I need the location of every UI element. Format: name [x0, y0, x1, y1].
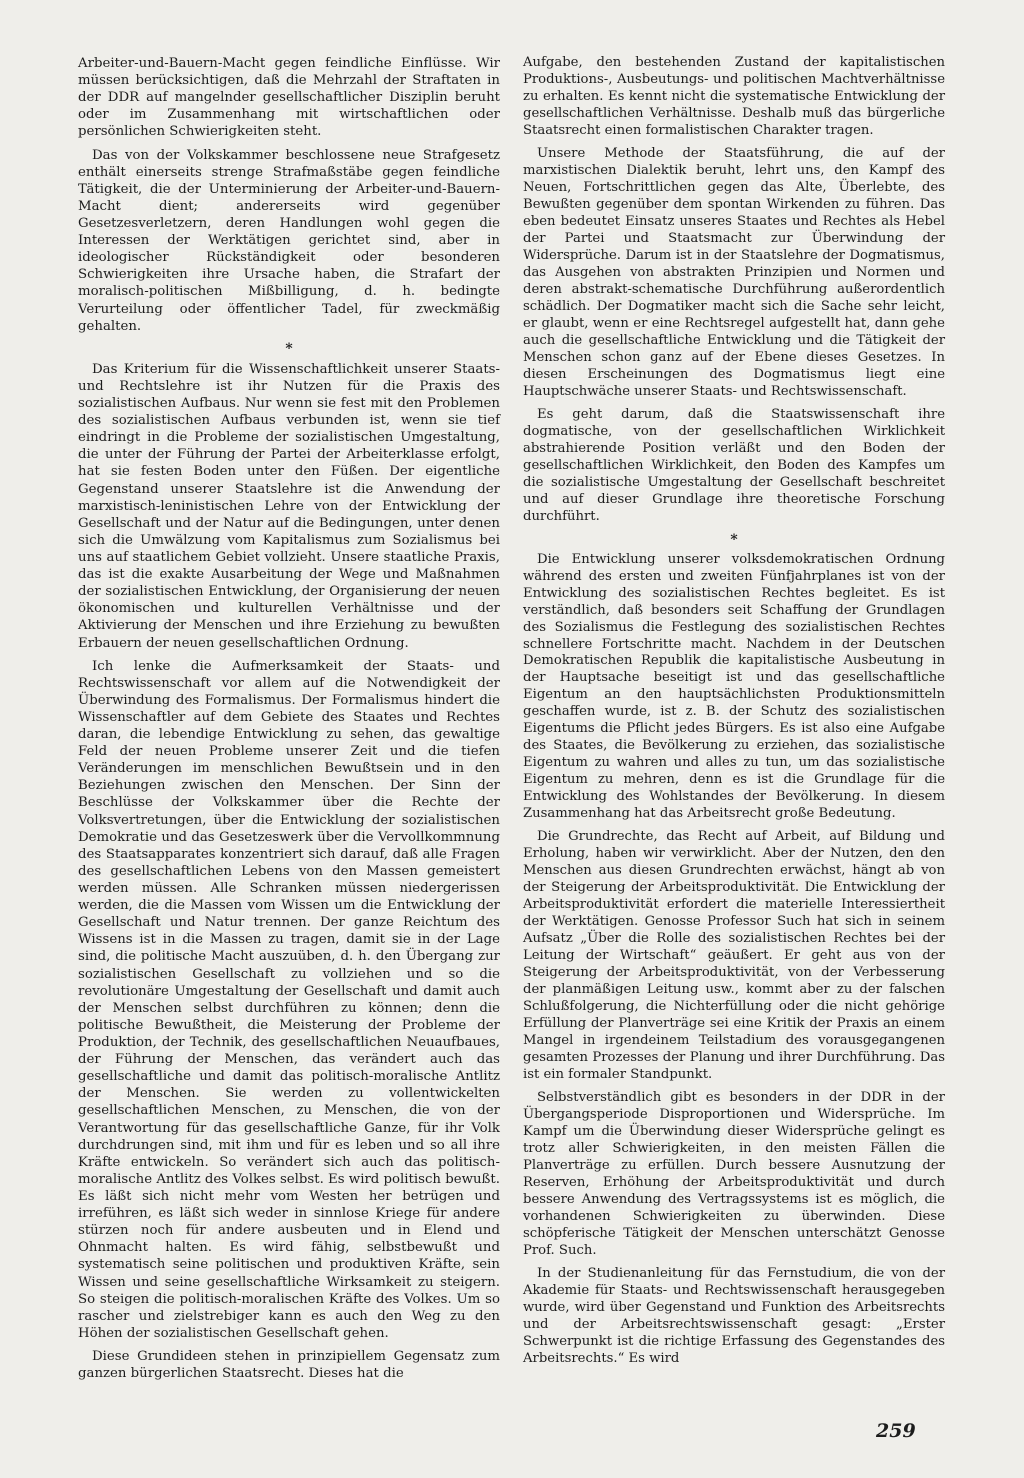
paragraph: Arbeiter-und-Bauern-Macht gegen feindliche Einflüsse. Wir müssen berücksichtigen, daß die Mehrzahl der Straftaten in der DDR auf mangelnder gesellschaftlicher Disziplin beruht oder im Zusammenhang mit wirtschaftlichen oder persönlichen Schwierigkeiten steht.	[78, 56, 500, 140]
paragraph: Die Entwicklung unserer volksdemokratischen Ordnung während des ersten und zweiten Fünfjahrplanes ist von der Entwicklung des sozialistischen Rechtes begleitet. Es ist verständlich, daß besonders seit Schaffung der Grundlagen des Sozialismus die Festlegung des sozialistischen Rechtes schnellere Fortschritte macht. Nachdem in der Deutschen Demokratischen Republik die kapitalistische Ausbeutung in der Hauptsache beseitigt ist und das gesellschaftliche Eigentum an den hauptsächlichsten Produktionsmitteln geschaffen wurde, ist z. B. der Schutz des sozialistischen Eigentums die Pflicht jedes Bürgers. Es ist also eine Aufgabe des Staates, die Bevölkerung zu erziehen, das sozialistische Eigentum zu wahren und alles zu tun, um das sozialistische Eigentum zu mehren, denn es ist die Grundlage für die Entwicklung des Wohlstandes der Bevölkerung. In diesem Zusammenhang hat das Arbeitsrecht große Bedeutung.	[523, 551, 945, 822]
paragraph: Die Grundrechte, das Recht auf Arbeit, auf Bildung und Erholung, haben wir verwirklicht. Aber der Nutzen, den den Menschen aus diesen Grundrechten erwächst, hängt ab von der Steigerung der Arbeitsproduktivität. Die Entwicklung der Arbeitsproduktivität erfordert die materielle Interessiertheit der Werktätigen. Genosse Professor Such hat sich in seinem Aufsatz „Über die Rolle des sozialistischen Rechtes bei der Leitung der Wirtschaft“ geäußert. Er geht aus von der Steigerung der Arbeitsproduktivität, von der Verbesserung der planmäßigen Leitung usw., kommt aber zu der falschen Schlußfolgerung, die Nichterfüllung oder die nicht gehörige Erfüllung der Planverträge sei eine Kritik der Praxis an einem Mangel in irgendeinem Teilstadium des vorausgegangenen gesamten Prozesses der Planung und ihrer Durchführung. Das ist ein formaler Standpunkt.	[523, 829, 945, 1083]
paragraph: Unsere Methode der Staatsführung, die auf der marxistischen Dialektik beruht, lehrt uns, den Kampf des Neuen, Fortschrittlichen gegen das Alte, Überlebte, des Bewußten gegenüber dem spontan Wirkenden zu führen. Das eben bedeutet Einsatz unseres Staates und Rechtes als Hebel der Partei und Staatsmacht zur Überwindung der Widersprüche. Darum ist in der Staatslehre der Dogmatismus, das Ausgehen von abstrakten Prinzipien und Normen und deren abstrakt-schematische Durchführung außerordentlich schädlich. Der Dogmatiker macht sich die Sache sehr leicht, er glaubt, wenn er eine Rechtsregel aufgestellt hat, dann gehe auch die gesellschaftliche Entwicklung und die Tätigkeit der Menschen schon ganz auf der Ebene dieses Gesetzes. In diesen Erscheinungen des Dogmatismus liegt eine Hauptschwäche unserer Staats- und Rechtswissenschaft.	[523, 145, 945, 399]
paragraph: Selbstverständlich gibt es besonders in der DDR in der Übergangsperiode Disproportionen und Widersprüche. Im Kampf um die Überwindung dieser Widersprüche gelingt es trotz aller Schwierigkeiten, in den meisten Fällen die Planverträge zu erfüllen. Durch bessere Ausnutzung der Reserven, Erhöhung der Arbeitsproduktivität und durch bessere Anwendung des Vertragssystems ist es möglich, die vorhandenen Schwierigkeiten zu überwinden. Diese schöpferische Tätigkeit der Menschen unterschätzt Genosse Prof. Such.	[523, 1090, 945, 1258]
paragraph: In der Studienanleitung für das Fernstudium, die von der Akademie für Staats- und Rechtswissenschaft herausgegeben wurde, wird über Gegenstand und Funktion des Arbeitsrechts und der Arbeitsrechtswissenschaft gesagt: „Erster Schwerpunkt ist die richtige Erfassung des Gegenstandes des Arbeitsrechts.“ Es wird	[523, 1265, 945, 1366]
paragraph: Ich lenke die Aufmerksamkeit der Staats- und Rechtswissenschaft vor allem auf die Notwendigkeit der Überwindung des Formalismus. Der Formalismus hindert die Wissenschaftler auf dem Gebiete des Staates und Rechtes daran, die lebendige Entwicklung zu sehen, das gewaltige Feld der neuen Probleme unserer Zeit und die tiefen Veränderungen im menschlichen Bewußtsein und in den Beziehungen zwischen den Menschen. Der Sinn der Beschlüsse der Volkskammer über die Rechte der Volksvertretungen, über die Entwicklung der sozialistischen Demokratie und das Gesetzeswerk über die Vervollkommnung des Staatsapparates konzentriert sich darauf, daß alle Fragen des gesellschaftlichen Lebens von den Massen gemeistert werden müssen. Alle Schranken müssen niedergerissen werden, die die Massen vom Wissen um die Entwicklung der Gesellschaft und Natur trennen. Der ganze Reichtum des Wissens ist in die Massen zu tragen, damit sie in der Lage sind, die politische Macht auszuüben, d. h. den Übergang zur sozialistischen Gesellschaft zu vollziehen und so die revolutionäre Umgestaltung der Gesellschaft und damit auch der Menschen selbst durchführen zu können; denn die politische Bewußtheit, die Meisterung der Probleme der Produktion, der Technik, des gesellschaftlichen Neuaufbaues, der Führung der Menschen, das verändert auch das gesellschaftliche und damit das politisch-moralische Antlitz der Menschen. Sie werden zu vollentwickelten gesellschaftlichen Menschen, zu Menschen, die von der Verantwortung für das gesellschaftliche Ganze, für ihr Volk durchdrungen sind, mit ihm und für es leben und so all ihre Kräfte entwickeln. So verändert sich auch das politisch-moralische Antlitz des Volkes selbst. Es wird politisch bewußt. Es läßt sich nicht mehr vom Westen her betrügen und irreführen, es läßt sich weder in sinnlose Kriege für andere stürzen noch für andere ausbeuten und in Elend und Ohnmacht halten. Es wird fähig, selbstbewußt und systematisch seine politischen und produktiven Kräfte, sein Wissen und seine gesellschaftliche Wirksamkeit zu steigern. So steigen die politisch-moralischen Kräfte des Volkes. Um so rascher und zielstrebiger kann es auch den Weg zu den Höhen der sozialistischen Gesellschaft gehen.	[78, 658, 500, 1341]
page-number: 259	[876, 1420, 916, 1442]
paragraph: Das Kriterium für die Wissenschaftlichkeit unserer Staats- und Rechtslehre ist ihr Nutzen für die Praxis des sozialistischen Aufbaus. Nur wenn sie fest mit den Problemen des sozialistischen Aufbaus verbunden ist, wenn sie tief eindringt in die Probleme der sozialistischen Umgestaltung, die unter der Führung der Partei der Arbeiterklasse erfolgt, hat sie festen Boden unter den Füßen. Der eigentliche Gegenstand unserer Staatslehre ist die Anwendung der marxistisch-leninistischen Lehre von der Entwicklung der Gesellschaft und der Natur auf die Bedingungen, unter denen sich die Umwälzung vom Kapitalismus zum Sozialismus bei uns auf staatlichem Gebiet vollzieht. Unsere staatliche Praxis, das ist die exakte Ausarbeitung der Wege und Maßnahmen der sozialistischen Entwicklung, der Organisierung der neuen ökonomischen und kulturellen Verhältnisse und der Aktivierung der Menschen und ihre Erziehung zu bewußten Erbauern der neuen gesellschaftlichen Ordnung.	[78, 361, 500, 651]
paragraph: Das von der Volkskammer beschlossene neue Strafgesetz enthält einerseits strenge Strafmaßstäbe gegen feindliche Tätigkeit, die der Unterminierung der Arbeiter-und-Bauern-Macht dient; andererseits wird gegenüber Gesetzesverletzern, deren Handlungen wohl gegen die Interessen der Werktätigen gerichtet sind, aber in ideologischer Rückständigkeit oder besonderen Schwierigkeiten ihre Ursache haben, die Strafart der moralisch-politischen Mißbilligung, d. h. bedingte Verurteilung oder öffentlicher Tadel, für zweckmäßig gehalten.	[78, 147, 500, 334]
right-column	[523, 55, 945, 1374]
paragraph: Es geht darum, daß die Staatswissenschaft ihre dogmatische, von der gesellschaftlichen Wirklichkeit abstrahierende Position verläßt und den Boden der gesellschaftlichen Wirklichkeit, den Boden des Kampfes um die sozialistische Umgestaltung der Gesellschaft beschreitet und auf dieser Grundlage ihre theoretische Forschung durchführt.	[523, 406, 945, 524]
paragraph: Diese Grundideen stehen in prinzipiellem Gegensatz zum ganzen bürgerlichen Staatsrecht. Dieses hat die	[78, 1348, 500, 1382]
left-column	[78, 55, 500, 1388]
section-separator: *	[730, 531, 738, 548]
paragraph: Aufgabe, den bestehenden Zustand der kapitalistischen Produktions-, Ausbeutungs- und politischen Machtverhältnisse zu erhalten. Es kennt nicht die systematische Entwicklung der gesellschaftlichen Verhältnisse. Deshalb muß das bürgerliche Staatsrecht einen formalistischen Charakter tragen.	[523, 55, 945, 138]
section-separator: *	[285, 340, 293, 357]
